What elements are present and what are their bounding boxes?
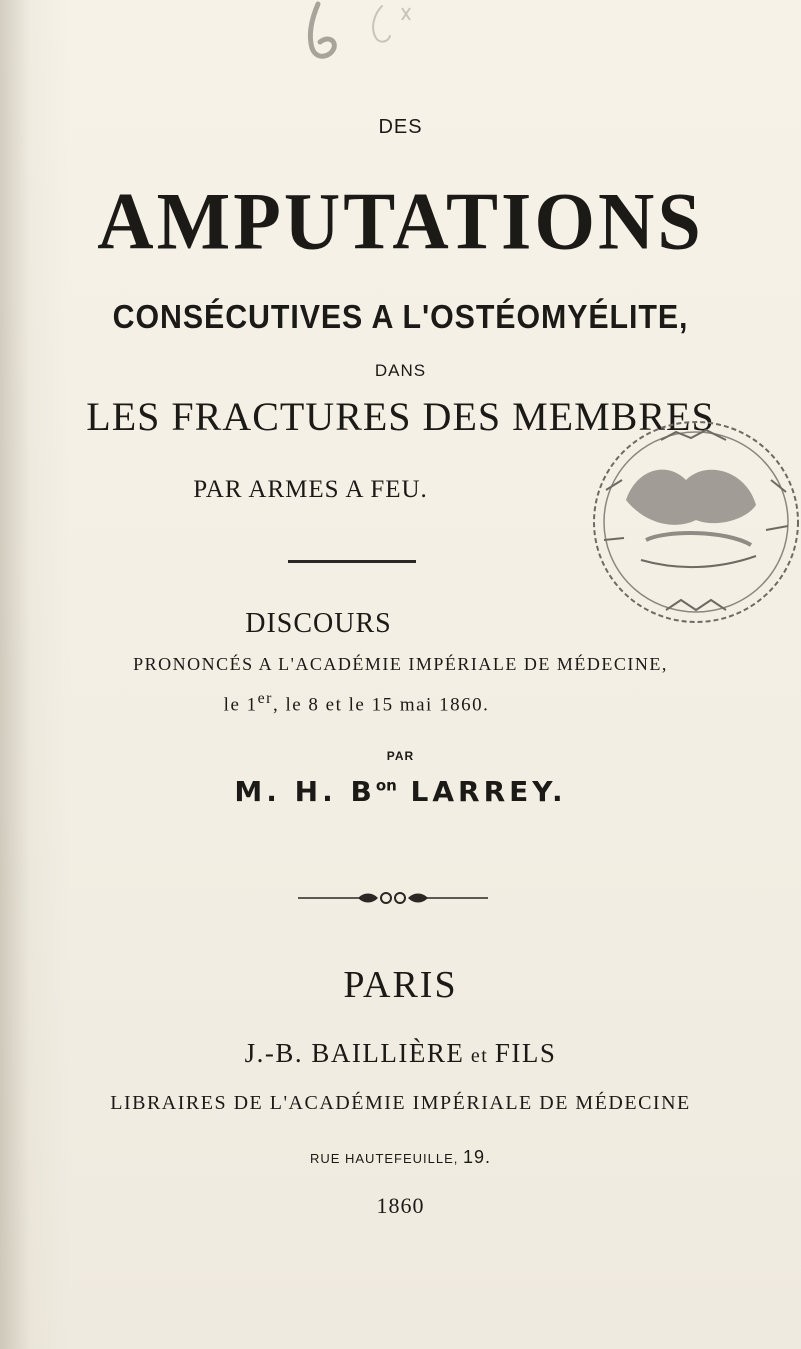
publisher-sons: FILS — [494, 1038, 557, 1068]
date-suffix: , le 8 et le 15 mai 1860. — [272, 694, 490, 716]
delivery-note: PRONONCÉS A L'ACADÉMIE IMPÉRIALE DE MÉDECINE, — [133, 654, 668, 674]
address-number: 19. — [463, 1147, 492, 1167]
author-name — [0, 775, 801, 808]
date-prefix: le 1 — [223, 694, 258, 716]
title-prefix: DES — [378, 116, 423, 138]
address-street: RUE HAUTEFEUILLE, — [309, 1151, 464, 1166]
delivery-dates — [0, 690, 757, 716]
handwritten-mark-icon — [290, 0, 420, 70]
publication-year: 1860 — [376, 1193, 425, 1218]
rule-divider — [288, 560, 416, 563]
author-suffix: LARREY. — [396, 775, 567, 808]
publisher-et: et — [464, 1045, 495, 1067]
author-by: PAR — [386, 749, 415, 763]
booksellers-line: LIBRAIRES DE L'ACADÉMIE IMPÉRIALE DE MÉDECINE — [110, 1092, 691, 1114]
author-superscript: on — [375, 776, 397, 795]
subtitle: CONSÉCUTIVES A L'OSTÉOMYÉLITE, — [112, 298, 689, 335]
subject-line: LES FRACTURES DES MEMBRES — [86, 394, 715, 439]
main-title: AMPUTATIONS — [97, 174, 704, 267]
discourse-heading: DISCOURS — [245, 608, 392, 639]
author-prefix: M. H. B — [234, 775, 376, 808]
date-superscript: er — [257, 690, 273, 707]
title-connector: DANS — [374, 361, 427, 380]
publisher-name: J.-B. BAILLIÈRE — [244, 1038, 465, 1068]
subject-continuation: PAR ARMES A FEU. — [193, 476, 428, 503]
address-line — [0, 1147, 801, 1168]
ornament-divider-icon — [298, 888, 488, 908]
imprint-city: PARIS — [343, 964, 458, 1006]
publisher — [0, 1038, 801, 1069]
